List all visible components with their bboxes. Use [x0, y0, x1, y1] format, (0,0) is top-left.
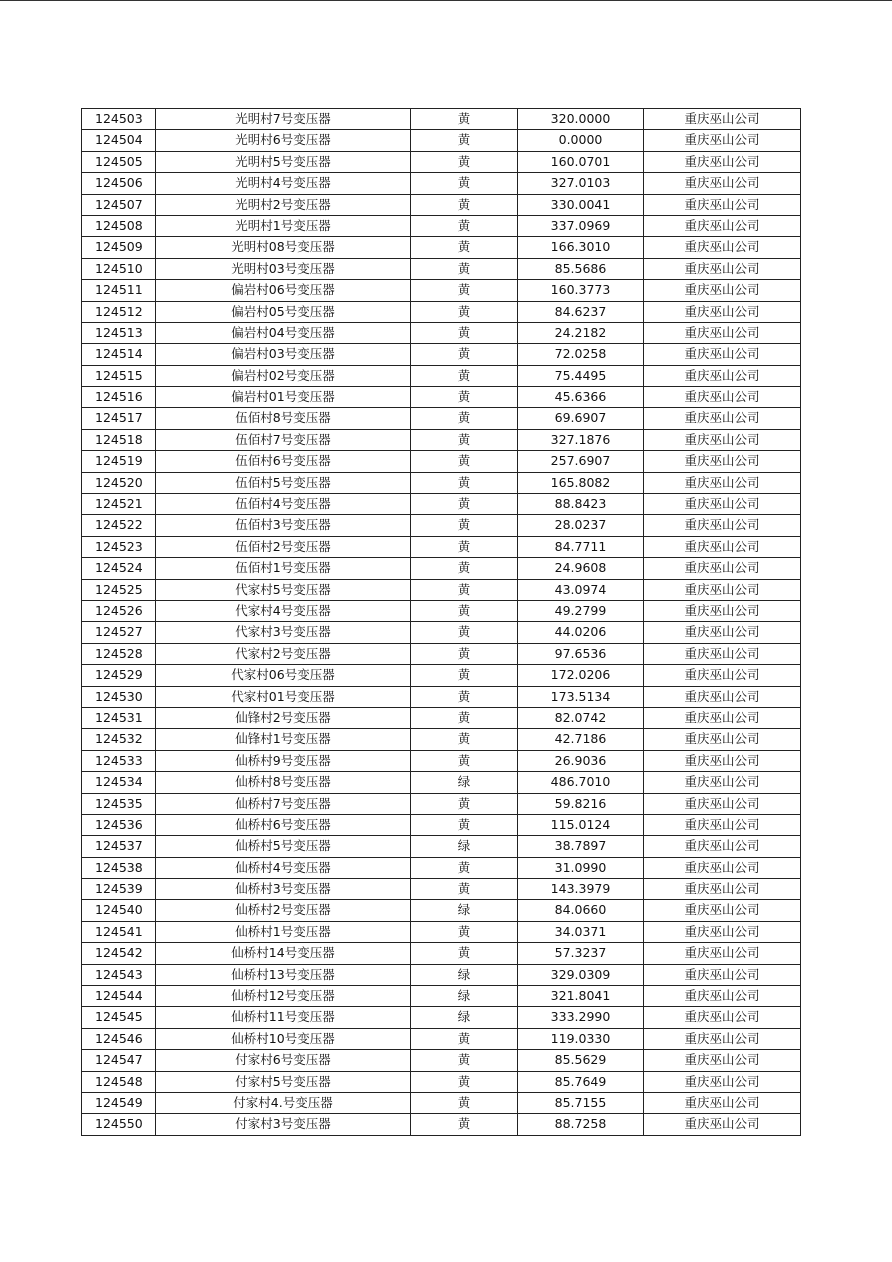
cell-level: 绿	[411, 900, 518, 921]
table-row	[82, 750, 801, 771]
cell-level: 黄	[411, 194, 518, 215]
cell-value: 97.6536	[518, 643, 644, 664]
table-row	[82, 344, 801, 365]
cell-level: 黄	[411, 643, 518, 664]
cell-transformer-name: 代家村2号变压器	[156, 643, 411, 664]
table-row	[82, 1092, 801, 1113]
cell-level: 黄	[411, 515, 518, 536]
cell-value: 327.1876	[518, 429, 644, 450]
cell-company: 重庆巫山公司	[644, 707, 801, 728]
table-row	[82, 600, 801, 621]
cell-company: 重庆巫山公司	[644, 921, 801, 942]
cell-level: 黄	[411, 109, 518, 130]
cell-value: 85.5629	[518, 1050, 644, 1071]
cell-transformer-name: 仙桥村4号变压器	[156, 857, 411, 878]
cell-company: 重庆巫山公司	[644, 900, 801, 921]
cell-level: 黄	[411, 494, 518, 515]
cell-value: 43.0974	[518, 579, 644, 600]
cell-value: 26.9036	[518, 750, 644, 771]
cell-level: 黄	[411, 1050, 518, 1071]
cell-transformer-name: 仙锋村1号变压器	[156, 729, 411, 750]
cell-id: 124525	[82, 579, 156, 600]
cell-level: 黄	[411, 750, 518, 771]
cell-id: 124542	[82, 943, 156, 964]
table-row	[82, 1071, 801, 1092]
cell-id: 124515	[82, 365, 156, 386]
cell-company: 重庆巫山公司	[644, 814, 801, 835]
cell-company: 重庆巫山公司	[644, 215, 801, 236]
cell-value: 321.8041	[518, 986, 644, 1007]
cell-level: 黄	[411, 429, 518, 450]
cell-id: 124510	[82, 258, 156, 279]
cell-value: 42.7186	[518, 729, 644, 750]
cell-id: 124513	[82, 322, 156, 343]
cell-level: 黄	[411, 1028, 518, 1049]
cell-company: 重庆巫山公司	[644, 408, 801, 429]
table-row	[82, 814, 801, 835]
table-row	[82, 387, 801, 408]
table-row	[82, 793, 801, 814]
cell-company: 重庆巫山公司	[644, 237, 801, 258]
cell-level: 黄	[411, 301, 518, 322]
cell-company: 重庆巫山公司	[644, 793, 801, 814]
cell-id: 124523	[82, 536, 156, 557]
cell-level: 黄	[411, 322, 518, 343]
cell-value: 327.0103	[518, 173, 644, 194]
table-row	[82, 686, 801, 707]
cell-transformer-name: 仙桥村1号变压器	[156, 921, 411, 942]
cell-value: 49.2799	[518, 600, 644, 621]
cell-level: 黄	[411, 451, 518, 472]
cell-id: 124520	[82, 472, 156, 493]
table-row	[82, 194, 801, 215]
cell-company: 重庆巫山公司	[644, 643, 801, 664]
cell-id: 124508	[82, 215, 156, 236]
cell-id: 124521	[82, 494, 156, 515]
cell-value: 24.9608	[518, 558, 644, 579]
cell-level: 黄	[411, 600, 518, 621]
cell-id: 124528	[82, 643, 156, 664]
cell-value: 0.0000	[518, 130, 644, 151]
table-row	[82, 173, 801, 194]
cell-value: 84.0660	[518, 900, 644, 921]
cell-value: 82.0742	[518, 707, 644, 728]
cell-value: 160.3773	[518, 280, 644, 301]
cell-transformer-name: 代家村01号变压器	[156, 686, 411, 707]
cell-transformer-name: 光明村1号变压器	[156, 215, 411, 236]
cell-transformer-name: 光明村03号变压器	[156, 258, 411, 279]
cell-id: 124519	[82, 451, 156, 472]
cell-value: 333.2990	[518, 1007, 644, 1028]
table-row	[82, 943, 801, 964]
cell-company: 重庆巫山公司	[644, 622, 801, 643]
cell-level: 黄	[411, 258, 518, 279]
cell-company: 重庆巫山公司	[644, 600, 801, 621]
cell-id: 124548	[82, 1071, 156, 1092]
cell-value: 337.0969	[518, 215, 644, 236]
cell-id: 124504	[82, 130, 156, 151]
cell-company: 重庆巫山公司	[644, 451, 801, 472]
cell-level: 黄	[411, 814, 518, 835]
table-row	[82, 301, 801, 322]
table-row	[82, 536, 801, 557]
cell-company: 重庆巫山公司	[644, 750, 801, 771]
cell-transformer-name: 代家村06号变压器	[156, 665, 411, 686]
cell-level: 黄	[411, 793, 518, 814]
table-row	[82, 1114, 801, 1135]
cell-value: 88.7258	[518, 1114, 644, 1135]
cell-transformer-name: 仙锋村2号变压器	[156, 707, 411, 728]
cell-level: 绿	[411, 986, 518, 1007]
cell-company: 重庆巫山公司	[644, 472, 801, 493]
table-row	[82, 1050, 801, 1071]
cell-company: 重庆巫山公司	[644, 494, 801, 515]
cell-company: 重庆巫山公司	[644, 322, 801, 343]
cell-transformer-name: 仙桥村5号变压器	[156, 836, 411, 857]
cell-transformer-name: 仙桥村7号变压器	[156, 793, 411, 814]
cell-company: 重庆巫山公司	[644, 836, 801, 857]
cell-value: 59.8216	[518, 793, 644, 814]
cell-id: 124532	[82, 729, 156, 750]
cell-company: 重庆巫山公司	[644, 1050, 801, 1071]
table-row	[82, 151, 801, 172]
cell-id: 124537	[82, 836, 156, 857]
table-row	[82, 494, 801, 515]
table-row	[82, 836, 801, 857]
cell-company: 重庆巫山公司	[644, 365, 801, 386]
cell-id: 124517	[82, 408, 156, 429]
cell-id: 124511	[82, 280, 156, 301]
cell-level: 黄	[411, 173, 518, 194]
cell-transformer-name: 付家村3号变压器	[156, 1114, 411, 1135]
cell-id: 124506	[82, 173, 156, 194]
cell-company: 重庆巫山公司	[644, 387, 801, 408]
table-row	[82, 879, 801, 900]
cell-level: 黄	[411, 130, 518, 151]
cell-transformer-name: 伍佰村2号变压器	[156, 536, 411, 557]
cell-id: 124530	[82, 686, 156, 707]
cell-company: 重庆巫山公司	[644, 1092, 801, 1113]
cell-level: 黄	[411, 558, 518, 579]
cell-company: 重庆巫山公司	[644, 536, 801, 557]
cell-id: 124531	[82, 707, 156, 728]
cell-transformer-name: 偏岩村06号变压器	[156, 280, 411, 301]
cell-transformer-name: 偏岩村04号变压器	[156, 322, 411, 343]
cell-level: 黄	[411, 665, 518, 686]
cell-transformer-name: 仙桥村6号变压器	[156, 814, 411, 835]
cell-transformer-name: 付家村5号变压器	[156, 1071, 411, 1092]
cell-id: 124533	[82, 750, 156, 771]
cell-value: 75.4495	[518, 365, 644, 386]
table-row	[82, 921, 801, 942]
cell-value: 143.3979	[518, 879, 644, 900]
cell-id: 124509	[82, 237, 156, 258]
cell-level: 黄	[411, 921, 518, 942]
table-row	[82, 408, 801, 429]
table-row	[82, 515, 801, 536]
table-row	[82, 986, 801, 1007]
cell-company: 重庆巫山公司	[644, 857, 801, 878]
cell-level: 黄	[411, 707, 518, 728]
table-row	[82, 237, 801, 258]
cell-level: 黄	[411, 472, 518, 493]
cell-transformer-name: 仙桥村9号变压器	[156, 750, 411, 771]
table-row	[82, 429, 801, 450]
table-row	[82, 215, 801, 236]
cell-id: 124540	[82, 900, 156, 921]
cell-company: 重庆巫山公司	[644, 729, 801, 750]
cell-id: 124507	[82, 194, 156, 215]
cell-level: 黄	[411, 237, 518, 258]
table-row	[82, 1007, 801, 1028]
table-row	[82, 857, 801, 878]
cell-transformer-name: 光明村08号变压器	[156, 237, 411, 258]
cell-transformer-name: 仙桥村8号变压器	[156, 772, 411, 793]
table-row	[82, 109, 801, 130]
cell-level: 黄	[411, 943, 518, 964]
table-row	[82, 643, 801, 664]
cell-id: 124505	[82, 151, 156, 172]
cell-transformer-name: 光明村5号变压器	[156, 151, 411, 172]
cell-value: 85.7155	[518, 1092, 644, 1113]
cell-value: 72.0258	[518, 344, 644, 365]
cell-value: 38.7897	[518, 836, 644, 857]
cell-company: 重庆巫山公司	[644, 301, 801, 322]
cell-company: 重庆巫山公司	[644, 515, 801, 536]
cell-level: 黄	[411, 729, 518, 750]
cell-company: 重庆巫山公司	[644, 1114, 801, 1135]
cell-company: 重庆巫山公司	[644, 429, 801, 450]
cell-transformer-name: 光明村6号变压器	[156, 130, 411, 151]
table-row	[82, 130, 801, 151]
cell-value: 115.0124	[518, 814, 644, 835]
cell-level: 黄	[411, 579, 518, 600]
cell-level: 黄	[411, 879, 518, 900]
cell-company: 重庆巫山公司	[644, 1007, 801, 1028]
cell-level: 黄	[411, 1114, 518, 1135]
cell-value: 165.8082	[518, 472, 644, 493]
cell-value: 330.0041	[518, 194, 644, 215]
cell-transformer-name: 偏岩村03号变压器	[156, 344, 411, 365]
cell-transformer-name: 伍佰村8号变压器	[156, 408, 411, 429]
cell-id: 124529	[82, 665, 156, 686]
cell-level: 黄	[411, 686, 518, 707]
cell-level: 黄	[411, 280, 518, 301]
table-body	[82, 109, 801, 1136]
cell-company: 重庆巫山公司	[644, 943, 801, 964]
cell-value: 486.7010	[518, 772, 644, 793]
cell-company: 重庆巫山公司	[644, 686, 801, 707]
cell-level: 黄	[411, 387, 518, 408]
cell-level: 黄	[411, 151, 518, 172]
cell-id: 124535	[82, 793, 156, 814]
cell-id: 124514	[82, 344, 156, 365]
table-row	[82, 665, 801, 686]
cell-company: 重庆巫山公司	[644, 344, 801, 365]
cell-company: 重庆巫山公司	[644, 879, 801, 900]
cell-id: 124512	[82, 301, 156, 322]
cell-company: 重庆巫山公司	[644, 1028, 801, 1049]
cell-transformer-name: 代家村5号变压器	[156, 579, 411, 600]
cell-transformer-name: 光明村7号变压器	[156, 109, 411, 130]
cell-id: 124550	[82, 1114, 156, 1135]
table-row	[82, 322, 801, 343]
table-row	[82, 579, 801, 600]
table-row	[82, 772, 801, 793]
cell-level: 黄	[411, 622, 518, 643]
cell-value: 173.5134	[518, 686, 644, 707]
cell-value: 31.0990	[518, 857, 644, 878]
cell-company: 重庆巫山公司	[644, 151, 801, 172]
cell-level: 绿	[411, 964, 518, 985]
cell-level: 绿	[411, 772, 518, 793]
cell-company: 重庆巫山公司	[644, 964, 801, 985]
table-row	[82, 558, 801, 579]
cell-company: 重庆巫山公司	[644, 558, 801, 579]
cell-level: 黄	[411, 536, 518, 557]
cell-company: 重庆巫山公司	[644, 1071, 801, 1092]
cell-value: 57.3237	[518, 943, 644, 964]
cell-company: 重庆巫山公司	[644, 173, 801, 194]
cell-level: 黄	[411, 408, 518, 429]
cell-transformer-name: 付家村6号变压器	[156, 1050, 411, 1071]
cell-level: 黄	[411, 215, 518, 236]
cell-transformer-name: 仙桥村10号变压器	[156, 1028, 411, 1049]
cell-value: 45.6366	[518, 387, 644, 408]
table-row	[82, 622, 801, 643]
cell-company: 重庆巫山公司	[644, 109, 801, 130]
cell-level: 黄	[411, 1092, 518, 1113]
table-row	[82, 472, 801, 493]
cell-transformer-name: 偏岩村02号变压器	[156, 365, 411, 386]
cell-id: 124516	[82, 387, 156, 408]
cell-value: 166.3010	[518, 237, 644, 258]
cell-value: 85.5686	[518, 258, 644, 279]
cell-id: 124539	[82, 879, 156, 900]
cell-id: 124522	[82, 515, 156, 536]
cell-level: 黄	[411, 857, 518, 878]
cell-id: 124534	[82, 772, 156, 793]
cell-level: 黄	[411, 344, 518, 365]
cell-company: 重庆巫山公司	[644, 194, 801, 215]
cell-transformer-name: 代家村3号变压器	[156, 622, 411, 643]
cell-id: 124538	[82, 857, 156, 878]
cell-value: 320.0000	[518, 109, 644, 130]
cell-id: 124503	[82, 109, 156, 130]
cell-level: 黄	[411, 365, 518, 386]
cell-company: 重庆巫山公司	[644, 772, 801, 793]
cell-transformer-name: 仙桥村13号变压器	[156, 964, 411, 985]
cell-value: 85.7649	[518, 1071, 644, 1092]
cell-value: 28.0237	[518, 515, 644, 536]
cell-transformer-name: 伍佰村5号变压器	[156, 472, 411, 493]
cell-transformer-name: 付家村4.号变压器	[156, 1092, 411, 1113]
page-top-border	[0, 0, 892, 1]
cell-company: 重庆巫山公司	[644, 665, 801, 686]
cell-transformer-name: 偏岩村01号变压器	[156, 387, 411, 408]
cell-transformer-name: 伍佰村3号变压器	[156, 515, 411, 536]
cell-id: 124518	[82, 429, 156, 450]
cell-id: 124546	[82, 1028, 156, 1049]
cell-transformer-name: 仙桥村3号变压器	[156, 879, 411, 900]
cell-transformer-name: 伍佰村4号变压器	[156, 494, 411, 515]
cell-id: 124526	[82, 600, 156, 621]
cell-value: 34.0371	[518, 921, 644, 942]
cell-value: 84.6237	[518, 301, 644, 322]
cell-id: 124544	[82, 986, 156, 1007]
cell-company: 重庆巫山公司	[644, 579, 801, 600]
cell-level: 绿	[411, 1007, 518, 1028]
cell-level: 绿	[411, 836, 518, 857]
cell-transformer-name: 仙桥村12号变压器	[156, 986, 411, 1007]
table-row	[82, 258, 801, 279]
table-row	[82, 451, 801, 472]
cell-transformer-name: 代家村4号变压器	[156, 600, 411, 621]
table-row	[82, 1028, 801, 1049]
cell-transformer-name: 偏岩村05号变压器	[156, 301, 411, 322]
cell-id: 124527	[82, 622, 156, 643]
cell-transformer-name: 光明村2号变压器	[156, 194, 411, 215]
cell-transformer-name: 光明村4号变压器	[156, 173, 411, 194]
cell-value: 69.6907	[518, 408, 644, 429]
table-row	[82, 964, 801, 985]
cell-id: 124543	[82, 964, 156, 985]
cell-id: 124549	[82, 1092, 156, 1113]
cell-value: 172.0206	[518, 665, 644, 686]
cell-transformer-name: 仙桥村2号变压器	[156, 900, 411, 921]
cell-value: 119.0330	[518, 1028, 644, 1049]
cell-value: 88.8423	[518, 494, 644, 515]
cell-company: 重庆巫山公司	[644, 130, 801, 151]
cell-value: 329.0309	[518, 964, 644, 985]
cell-value: 84.7711	[518, 536, 644, 557]
cell-id: 124547	[82, 1050, 156, 1071]
cell-id: 124524	[82, 558, 156, 579]
cell-id: 124545	[82, 1007, 156, 1028]
cell-transformer-name: 伍佰村6号变压器	[156, 451, 411, 472]
table-row	[82, 707, 801, 728]
cell-value: 44.0206	[518, 622, 644, 643]
cell-id: 124541	[82, 921, 156, 942]
cell-company: 重庆巫山公司	[644, 258, 801, 279]
table-row	[82, 900, 801, 921]
cell-transformer-name: 伍佰村1号变压器	[156, 558, 411, 579]
table-row	[82, 729, 801, 750]
cell-value: 160.0701	[518, 151, 644, 172]
cell-value: 257.6907	[518, 451, 644, 472]
cell-level: 黄	[411, 1071, 518, 1092]
table-row	[82, 365, 801, 386]
cell-company: 重庆巫山公司	[644, 986, 801, 1007]
cell-transformer-name: 仙桥村11号变压器	[156, 1007, 411, 1028]
cell-transformer-name: 仙桥村14号变压器	[156, 943, 411, 964]
cell-company: 重庆巫山公司	[644, 280, 801, 301]
transformer-table	[81, 108, 801, 1136]
cell-id: 124536	[82, 814, 156, 835]
cell-value: 24.2182	[518, 322, 644, 343]
table-row	[82, 280, 801, 301]
cell-transformer-name: 伍佰村7号变压器	[156, 429, 411, 450]
